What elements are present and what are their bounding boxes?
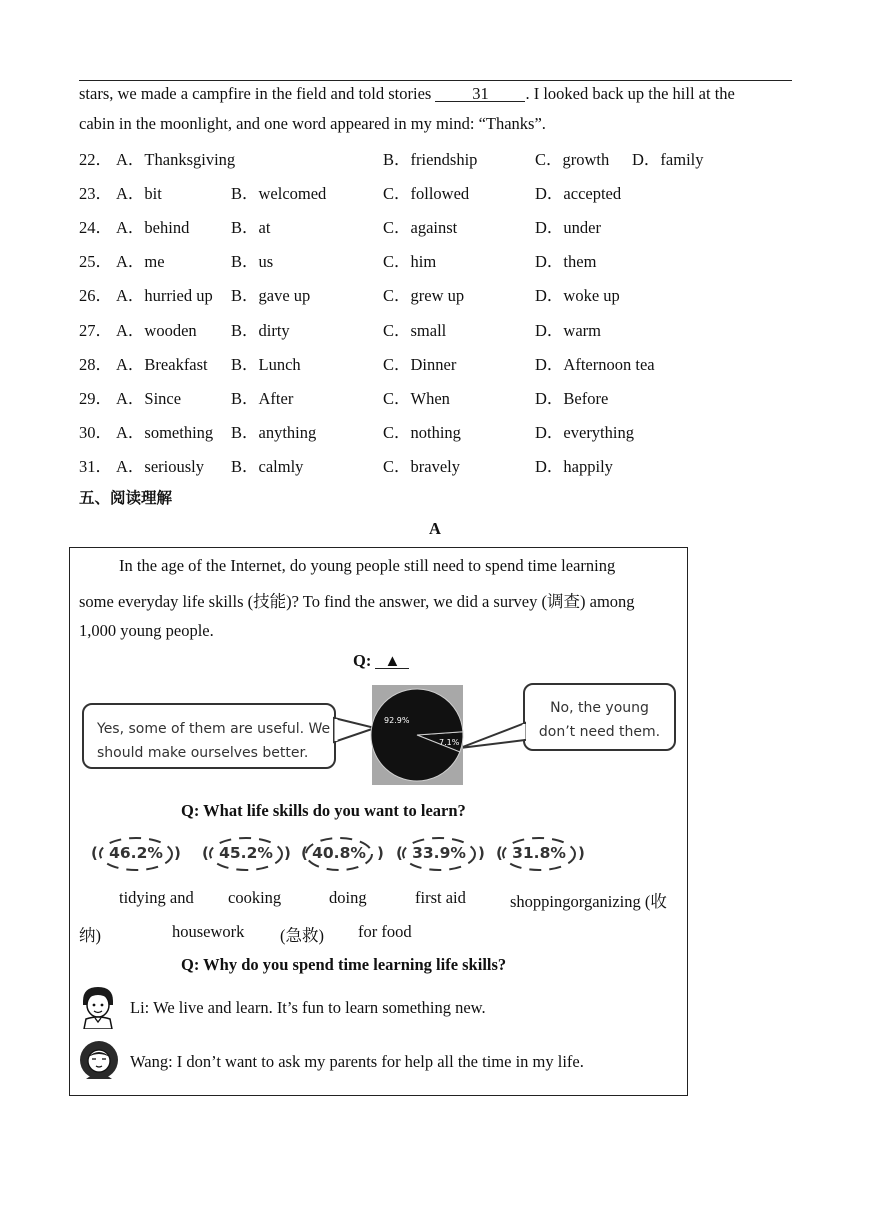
paren: (: [202, 844, 209, 862]
paren: ): [284, 844, 291, 862]
question-number: 22．: [79, 150, 112, 169]
option-b[interactable]: B．After: [231, 388, 294, 408]
avatar-li-icon: [78, 985, 118, 1029]
question-number: 25．: [79, 252, 112, 272]
speech-bubble-yes: Yes, some of them are useful. We should make ourselves better.: [82, 703, 336, 769]
option-b[interactable]: B．Lunch: [231, 354, 301, 374]
question-number: 23．: [79, 184, 112, 204]
paren: (: [301, 844, 308, 862]
option-d[interactable]: D．everything: [535, 422, 634, 442]
skill-label: doing: [329, 888, 367, 907]
question-number: 30．: [79, 422, 112, 442]
paren: ): [377, 844, 384, 862]
option-a[interactable]: A．bit: [116, 184, 162, 204]
option-b[interactable]: B．welcomed: [231, 184, 327, 204]
option-d[interactable]: D．accepted: [535, 184, 622, 204]
option-d[interactable]: D．them: [535, 252, 597, 272]
skill-label: first aid: [415, 888, 466, 907]
option-b[interactable]: B．friendship: [383, 150, 478, 169]
option-b[interactable]: B．anything: [231, 422, 317, 442]
percent-2: 45.2%: [219, 844, 273, 862]
option-c[interactable]: C．bravely: [383, 456, 460, 476]
paren: ): [174, 844, 181, 862]
speech-bubble-no: No, the young don’t need them.: [523, 683, 676, 751]
section-heading: 五、阅读理解: [79, 489, 173, 507]
question-number: 26．: [79, 286, 112, 306]
option-d[interactable]: D．happily: [535, 456, 613, 476]
option-a[interactable]: A．something: [116, 422, 214, 442]
option-d[interactable]: D．family: [632, 150, 704, 169]
option-a[interactable]: A．wooden: [116, 320, 197, 340]
option-b[interactable]: B．dirty: [231, 320, 290, 340]
option-d[interactable]: D．under: [535, 218, 601, 238]
option-a[interactable]: A．Since: [116, 388, 182, 408]
option-a[interactable]: A．Thanksgiving: [116, 150, 236, 169]
option-a[interactable]: A．Breakfast: [116, 354, 208, 374]
paren: (: [91, 844, 98, 862]
question-1-blank[interactable]: ▲: [375, 654, 409, 669]
option-b[interactable]: B．calmly: [231, 456, 304, 476]
skill-label: for food: [358, 922, 412, 941]
question-2: Q: What life skills do you want to learn?: [181, 801, 466, 820]
skill-label: housework: [172, 922, 245, 941]
blank-31[interactable]: 31: [435, 86, 525, 102]
option-c[interactable]: C．him: [383, 252, 437, 272]
passage-letter: A: [429, 519, 441, 538]
option-a[interactable]: A．hurried up: [116, 286, 213, 306]
option-c[interactable]: C．growth: [535, 150, 610, 169]
question-number: 28．: [79, 354, 112, 374]
intro-line-3: 1,000 young people.: [79, 621, 214, 640]
percent-4: 33.9%: [412, 844, 466, 862]
li-statement: Li: We live and learn. It’s fun to learn something new.: [130, 998, 486, 1017]
option-a[interactable]: A．seriously: [116, 456, 204, 476]
pie-label-yes: 92.9%: [384, 716, 410, 725]
skill-label: (急救): [280, 926, 324, 945]
question-number: 27．: [79, 320, 112, 340]
skill-label: tidying and: [119, 888, 194, 907]
skill-label: shoppingorganizing (收: [510, 892, 667, 911]
question-number: 29．: [79, 388, 112, 408]
question-number: 24．: [79, 218, 112, 238]
option-b[interactable]: B．gave up: [231, 286, 311, 306]
option-d[interactable]: D．woke up: [535, 286, 620, 306]
intro-line-2: some everyday life skills (技能)? To find the answer, we did a survey (调查) among: [79, 592, 635, 611]
paren: (: [496, 844, 503, 862]
intro-line-1: In the age of the Internet, do young people still need to spend time learning: [119, 556, 616, 575]
option-c[interactable]: C．Dinner: [383, 354, 457, 374]
paren: ): [478, 844, 485, 862]
passage-line-1: stars, we made a campfire in the field and told stories 31 . I looked back up the hill at the: [79, 84, 735, 103]
paren: ): [578, 844, 585, 862]
option-c[interactable]: C．against: [383, 218, 458, 238]
skill-label: 纳): [79, 926, 101, 945]
percent-1: 46.2%: [109, 844, 163, 862]
question-3: Q: Why do you spend time learning life skills?: [181, 955, 507, 974]
question-1: Q: ▲: [353, 651, 409, 671]
passage-line-2: cabin in the moonlight, and one word appeared in my mind: “Thanks”.: [79, 114, 546, 133]
option-a[interactable]: A．me: [116, 252, 165, 272]
option-d[interactable]: D．warm: [535, 320, 601, 340]
question-number: 31．: [79, 456, 112, 476]
option-b[interactable]: B．at: [231, 218, 271, 238]
avatar-wang-icon: [78, 1039, 120, 1081]
option-d[interactable]: D．Before: [535, 388, 609, 408]
skill-label: cooking: [228, 888, 282, 907]
paren: (: [396, 844, 403, 862]
option-c[interactable]: C．small: [383, 320, 447, 340]
option-c[interactable]: C．When: [383, 388, 450, 408]
wang-statement: Wang: I don’t want to ask my parents for help all the time in my life.: [130, 1052, 584, 1071]
option-c[interactable]: C．followed: [383, 184, 470, 204]
option-d[interactable]: D．Afternoon tea: [535, 354, 655, 374]
pie-label-no: 7.1%: [439, 738, 460, 747]
percent-5: 31.8%: [512, 844, 566, 862]
option-c[interactable]: C．nothing: [383, 422, 461, 442]
option-c[interactable]: C．grew up: [383, 286, 465, 306]
option-b[interactable]: B．us: [231, 252, 274, 272]
percent-3: 40.8%: [312, 844, 366, 862]
option-a[interactable]: A．behind: [116, 218, 190, 238]
